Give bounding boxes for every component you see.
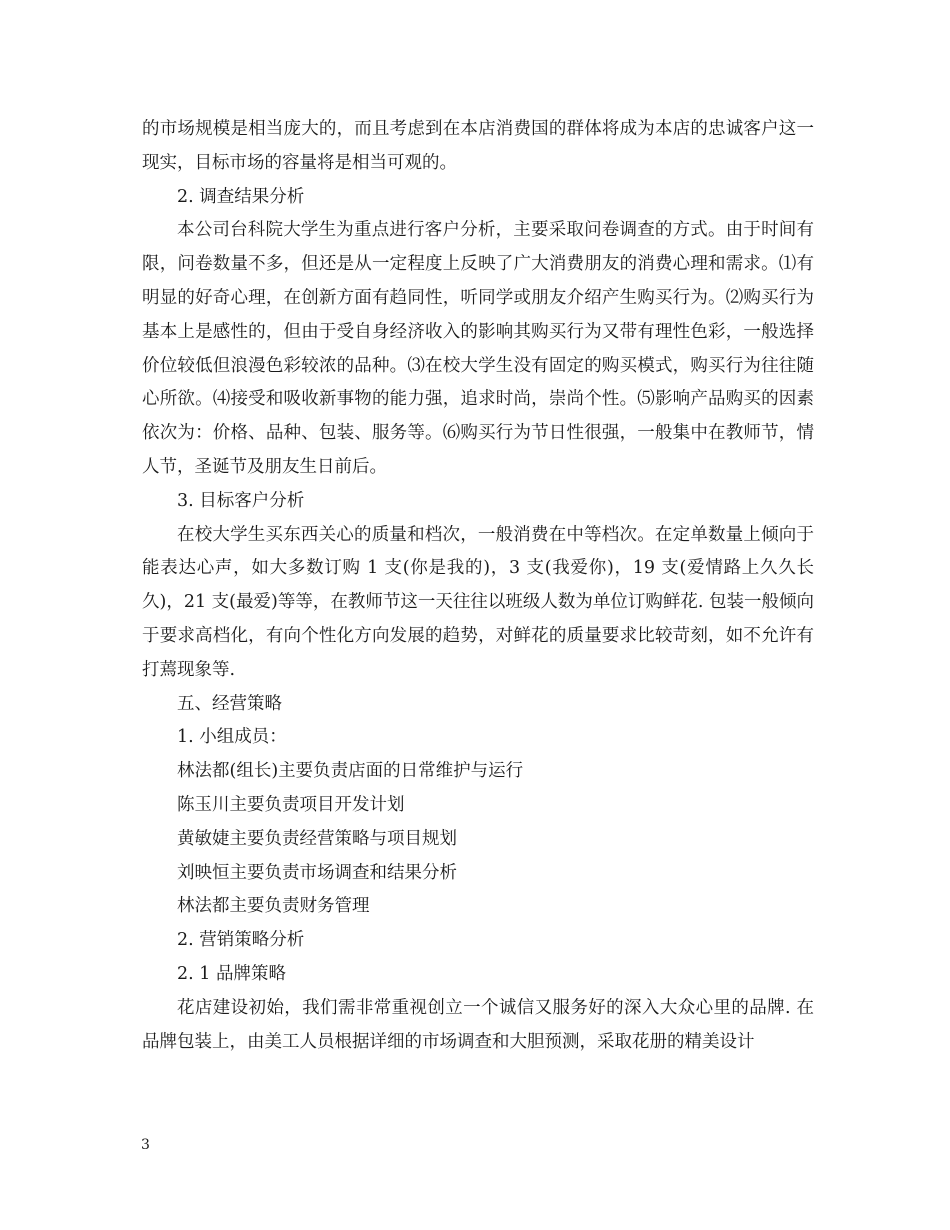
paragraph-market-scale: 的市场规模是相当庞大的，而且考虑到在本店消费国的群体将成为本店的忠诚客户这一现实，目标市场的容量将是相当可观的。 — [142, 119, 814, 173]
team-member-item: 林法都主要负责财务管理 — [177, 896, 370, 917]
heading-team-members: 1. 小组成员： — [177, 727, 287, 748]
team-member-item: 林法都(组长)主要负责店面的日常维护与运行 — [177, 761, 524, 782]
team-member-item: 刘映恒主要负责市场调查和结果分析 — [177, 862, 457, 883]
page-number: 3 — [141, 1137, 150, 1153]
team-member-item: 黄敏婕主要负责经营策略与项目规划 — [177, 828, 457, 849]
paragraph-brand-strategy: 花店建设初始，我们需非常重视创立一个诚信又服务好的深入大众心里的品牌. 在品牌包装上，由美工人员根据详细的市场调查和大胆预测，采取花册的精美设计 — [142, 997, 814, 1052]
heading-brand-strategy: 2. 1 品牌策略 — [177, 963, 286, 984]
heading-marketing-strategy: 2. 营销策略分析 — [177, 930, 305, 951]
paragraph-target-customer: 在校大学生买东西关心的质量和档次，一般消费在中等档次。在定单数量上倾向于能表达心声，如大多数订购 1 支(你是我的)，3 支(我爱你)，19 支(爱情路上久久长久)，21 支(最爱)等等，在教师节这一天往往以班级人数为单位订购鲜花. 包装一般倾向于要求高档化，有向个性化方向发展的趋势，对鲜花的质量要求比较苛刻，如不允许有打蔫现象等. — [142, 524, 814, 680]
heading-target-customer: 3. 目标客户分析 — [177, 490, 305, 511]
heading-survey-analysis: 2. 调查结果分析 — [177, 186, 305, 207]
document-body — [142, 113, 814, 1059]
paragraph-survey-analysis: 本公司台科院大学生为重点进行客户分析，主要采取问卷调查的方式。由于时间有限，问卷数量不多，但还是从一定程度上反映了广大消费朋友的消费心理和需求。⑴有明显的好奇心理，在创新方面有趋同性，听同学或朋友介绍产生购买行为。⑵购买行为基本上是感性的，但由于受自身经济收入的影响其购买行为又带有理性色彩，一般选择价位较低但浪漫色彩较浓的品种。⑶在校大学生没有固定的购买模式，购买行为往往随心所欲。⑷接受和吸收新事物的能力强，追求时尚，崇尚个性。⑸影响产品购买的因素依次为：价格、品种、包装、服务等。⑹购买行为节日性很强，一般集中在教师节，情人节，圣诞节及朋友生日前后。 — [142, 220, 814, 477]
team-member-item: 陈玉川主要负责项目开发计划 — [177, 794, 405, 815]
heading-business-strategy: 五、经营策略 — [177, 693, 282, 714]
